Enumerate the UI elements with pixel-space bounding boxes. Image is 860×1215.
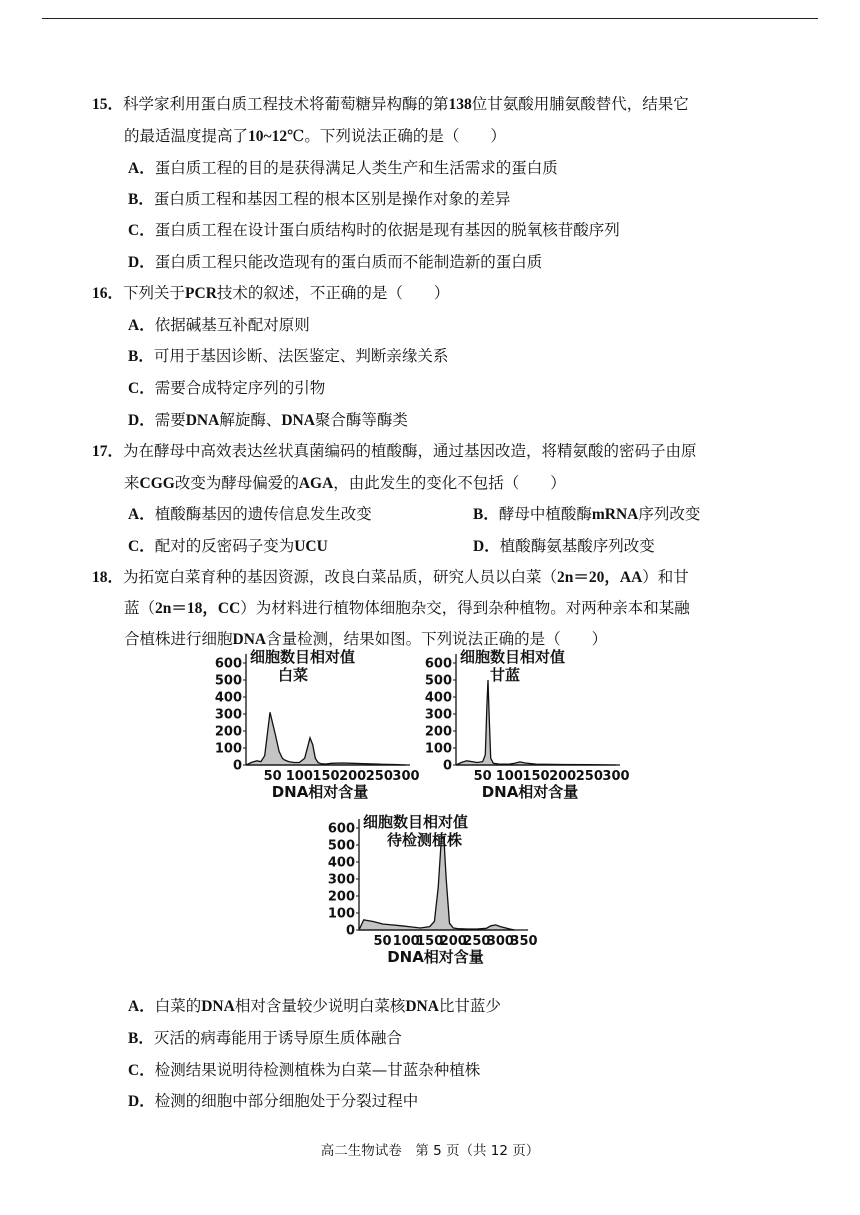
q18-stem-text: ）和甘: [642, 568, 689, 586]
q16-stem: [92, 282, 449, 305]
option-text: 灭活的病毒能用于诱导原生质体融合: [153, 1029, 402, 1047]
chart-title: 甘蓝: [490, 666, 521, 684]
option-letter: C．: [128, 380, 155, 397]
q18-stem-term: 2n＝20，AA: [557, 569, 643, 586]
option-text: 需要: [154, 411, 186, 429]
page-footer: 高二生物试卷 第 5 页（共 12 页）: [320, 1143, 540, 1159]
option-letter: A．: [128, 160, 155, 177]
option-text: 解旋酶、: [219, 411, 282, 429]
option-letter: B．: [128, 348, 154, 365]
option-letter: A．: [128, 506, 155, 523]
y-tick-label: 0: [345, 923, 355, 939]
y-tick-label: 200: [327, 889, 355, 905]
option-term: DNA: [201, 998, 235, 1015]
q16-stem-text: 下列关于: [123, 284, 186, 302]
y-tick-label: 400: [424, 690, 452, 706]
q18-option-c[interactable]: [128, 1059, 480, 1082]
q17-option-b[interactable]: [473, 503, 700, 526]
q15-stem-number: 138: [448, 96, 472, 113]
q18-number: 18．: [92, 569, 124, 586]
option-term: DNA: [185, 412, 220, 429]
q17-number: 17．: [92, 443, 124, 460]
q18-stem-text: ）为材料进行植物体细胞杂交，得到杂种植物。对两种亲本和某融: [240, 599, 690, 617]
option-text: 配对的反密码子变为: [154, 537, 295, 555]
option-text: 植酸酶氨基酸序列改变: [499, 537, 655, 555]
q18-option-a[interactable]: [128, 995, 501, 1018]
option-text: 检测的细胞中部分细胞处于分裂过程中: [154, 1092, 419, 1110]
q15-stem-text: ℃。下列说法正确的是（ ）: [287, 127, 506, 145]
q18-stem-line-1: [92, 566, 689, 589]
q17-stem-line-2: [124, 472, 566, 495]
option-letter: B．: [128, 191, 154, 208]
q17-stem-line-1: [92, 440, 697, 463]
x-tick-label: 200: [549, 769, 577, 784]
data-series-area: [359, 837, 515, 931]
x-tick-label: 50: [473, 769, 492, 784]
y-axis-label: 细胞数目相对值: [460, 648, 566, 666]
q18-stem-text: 为拓宽白菜育种的基因资源，改良白菜品质，研究人员以白菜（: [123, 568, 558, 586]
q17-codon: AGA: [298, 475, 334, 492]
x-tick-label: 300: [392, 769, 420, 784]
option-text: 依据碱基互补配对原则: [154, 316, 310, 334]
y-tick-label: 100: [214, 741, 242, 757]
q17-stem-text: ，由此发生的变化不包括（ ）: [333, 474, 566, 492]
option-letter: D．: [128, 412, 155, 429]
q16-number: 16．: [92, 285, 124, 302]
q17-option-a[interactable]: [128, 503, 372, 526]
y-axis-label: 细胞数目相对值: [250, 648, 356, 666]
chart-ganlan: [420, 648, 630, 808]
y-tick-label: 300: [214, 707, 242, 723]
y-tick-label: 600: [424, 656, 452, 672]
q17-stem-text: 为在酵母中高效表达丝状真菌编码的植酸酶，通过基因改造，将精氨酸的密码子由原: [123, 442, 697, 460]
y-tick-label: 0: [442, 758, 452, 774]
q15-stem-line-1: [92, 93, 689, 116]
y-tick-label: 300: [424, 707, 452, 723]
option-letter: C．: [128, 222, 155, 239]
q17-stem-text: 改变为酵母偏爱的: [174, 474, 299, 492]
q18-stem-term: DNA: [232, 631, 267, 648]
q15-option-b[interactable]: [128, 188, 510, 211]
option-letter: B．: [128, 1030, 154, 1047]
q18-stem-term: 2n＝18，CC: [155, 600, 241, 617]
y-tick-label: 0: [232, 758, 242, 774]
x-axis-label: DNA相对含量: [387, 948, 484, 966]
option-text: 白菜的: [154, 997, 202, 1015]
option-text: 酵母中植酸酶: [498, 505, 592, 523]
option-text: 相对含量较少说明白菜核: [234, 997, 406, 1015]
option-text: 聚合酶等酶类: [314, 411, 408, 429]
x-tick-label: 200: [439, 934, 467, 949]
x-tick-label: 100: [495, 769, 523, 784]
q18-option-b[interactable]: [128, 1027, 402, 1050]
y-tick-label: 600: [327, 821, 355, 837]
x-tick-label: 350: [510, 934, 538, 949]
q15-stem-line-2: [124, 125, 506, 148]
q15-stem-text: 科学家利用蛋白质工程技术将葡萄糖异构酶的第: [123, 95, 449, 113]
q18-stem-text: 合植株进行细胞: [124, 630, 233, 648]
y-tick-label: 600: [214, 656, 242, 672]
y-tick-label: 200: [214, 724, 242, 740]
option-text: 检测结果说明待检测植株为白菜—甘蓝杂种植株: [154, 1061, 481, 1079]
x-tick-label: 100: [285, 769, 313, 784]
chart-baicai: [210, 648, 420, 808]
y-tick-label: 400: [327, 855, 355, 871]
x-tick-label: 200: [339, 769, 367, 784]
x-tick-label: 150: [312, 769, 340, 784]
x-tick-label: 250: [365, 769, 393, 784]
y-tick-label: 100: [424, 741, 452, 757]
option-text: 序列改变: [638, 505, 701, 523]
option-letter: C．: [128, 538, 155, 555]
option-letter: A．: [128, 317, 155, 334]
x-tick-label: 100: [392, 934, 420, 949]
option-text: 需要合成特定序列的引物: [154, 379, 326, 397]
x-axis-label: DNA相对含量: [481, 783, 579, 801]
option-text: 蛋白质工程在设计蛋白质结构时的依据是现有基因的脱氧核苷酸序列: [154, 221, 620, 239]
y-tick-label: 500: [424, 673, 452, 689]
chart-title: 待检测植株: [387, 831, 463, 849]
option-text: 蛋白质工程只能改造现有的蛋白质而不能制造新的蛋白质: [154, 253, 543, 271]
x-tick-label: 300: [486, 934, 514, 949]
option-term: DNA: [405, 998, 439, 1015]
option-letter: A．: [128, 998, 155, 1015]
x-tick-label: 150: [416, 934, 444, 949]
option-text: 比甘蓝少: [438, 997, 501, 1015]
q16-option-b[interactable]: [128, 345, 448, 368]
q15-stem-text: 的最适温度提高了: [124, 127, 249, 145]
option-letter: D．: [473, 538, 500, 555]
option-term: DNA: [281, 412, 315, 429]
q15-number: 15．: [92, 96, 124, 113]
top-rule: [42, 18, 818, 19]
option-term: UCU: [294, 538, 328, 555]
q16-stem-text: 技术的叙述，不正确的是（ ）: [216, 284, 450, 302]
q15-option-a[interactable]: [128, 157, 558, 180]
x-tick-label: 300: [602, 769, 630, 784]
x-tick-label: 150: [522, 769, 550, 784]
x-tick-label: 250: [575, 769, 603, 784]
chart-title: 白菜: [278, 666, 309, 684]
q15-option-c[interactable]: [128, 219, 620, 242]
q17-option-d[interactable]: [473, 535, 655, 558]
q16-option-c[interactable]: [128, 377, 325, 400]
option-text: 植酸酶基因的遗传信息发生改变: [154, 505, 372, 523]
option-text: 蛋白质工程的目的是获得满足人类生产和生活需求的蛋白质: [154, 159, 558, 177]
y-tick-label: 500: [214, 673, 242, 689]
option-letter: C．: [128, 1062, 155, 1079]
x-axis-label: DNA相对含量: [271, 783, 369, 801]
chart-test-plant: [315, 813, 545, 973]
y-tick-label: 100: [327, 906, 355, 922]
q18-stem-line-2: [124, 597, 690, 620]
option-letter: B．: [473, 506, 499, 523]
q17-option-c[interactable]: [128, 535, 328, 558]
q17-codon: CGG: [139, 475, 175, 492]
q17-stem-text: 来: [124, 474, 140, 492]
q18-stem-text: 蓝（: [124, 599, 156, 617]
q16-stem-term: PCR: [185, 285, 217, 302]
option-text: 蛋白质工程和基因工程的根本区别是操作对象的差异: [153, 190, 511, 208]
x-tick-label: 50: [263, 769, 282, 784]
q18-stem-text: 含量检测，结果如图。下列说法正确的是（ ）: [266, 630, 608, 648]
x-tick-label: 250: [463, 934, 491, 949]
y-axis-label: 细胞数目相对值: [363, 813, 469, 831]
q16-option-d[interactable]: [128, 409, 408, 432]
option-letter: D．: [128, 254, 155, 271]
data-series-area: [456, 680, 616, 765]
data-series-area: [246, 712, 406, 765]
option-letter: D．: [128, 1093, 155, 1110]
q16-option-a[interactable]: [128, 314, 310, 337]
y-tick-label: 500: [327, 838, 355, 854]
y-tick-label: 400: [214, 690, 242, 706]
x-tick-label: 50: [373, 934, 392, 949]
y-tick-label: 200: [424, 724, 452, 740]
option-text: 可用于基因诊断、法医鉴定、判断亲缘关系: [153, 347, 449, 365]
q15-stem-number: 10~12: [248, 128, 288, 145]
q15-stem-text: 位甘氨酸用脯氨酸替代，结果它: [471, 95, 689, 113]
q15-option-d[interactable]: [128, 251, 542, 274]
y-tick-label: 300: [327, 872, 355, 888]
q18-option-d[interactable]: [128, 1090, 418, 1113]
option-term: mRNA: [591, 506, 639, 523]
